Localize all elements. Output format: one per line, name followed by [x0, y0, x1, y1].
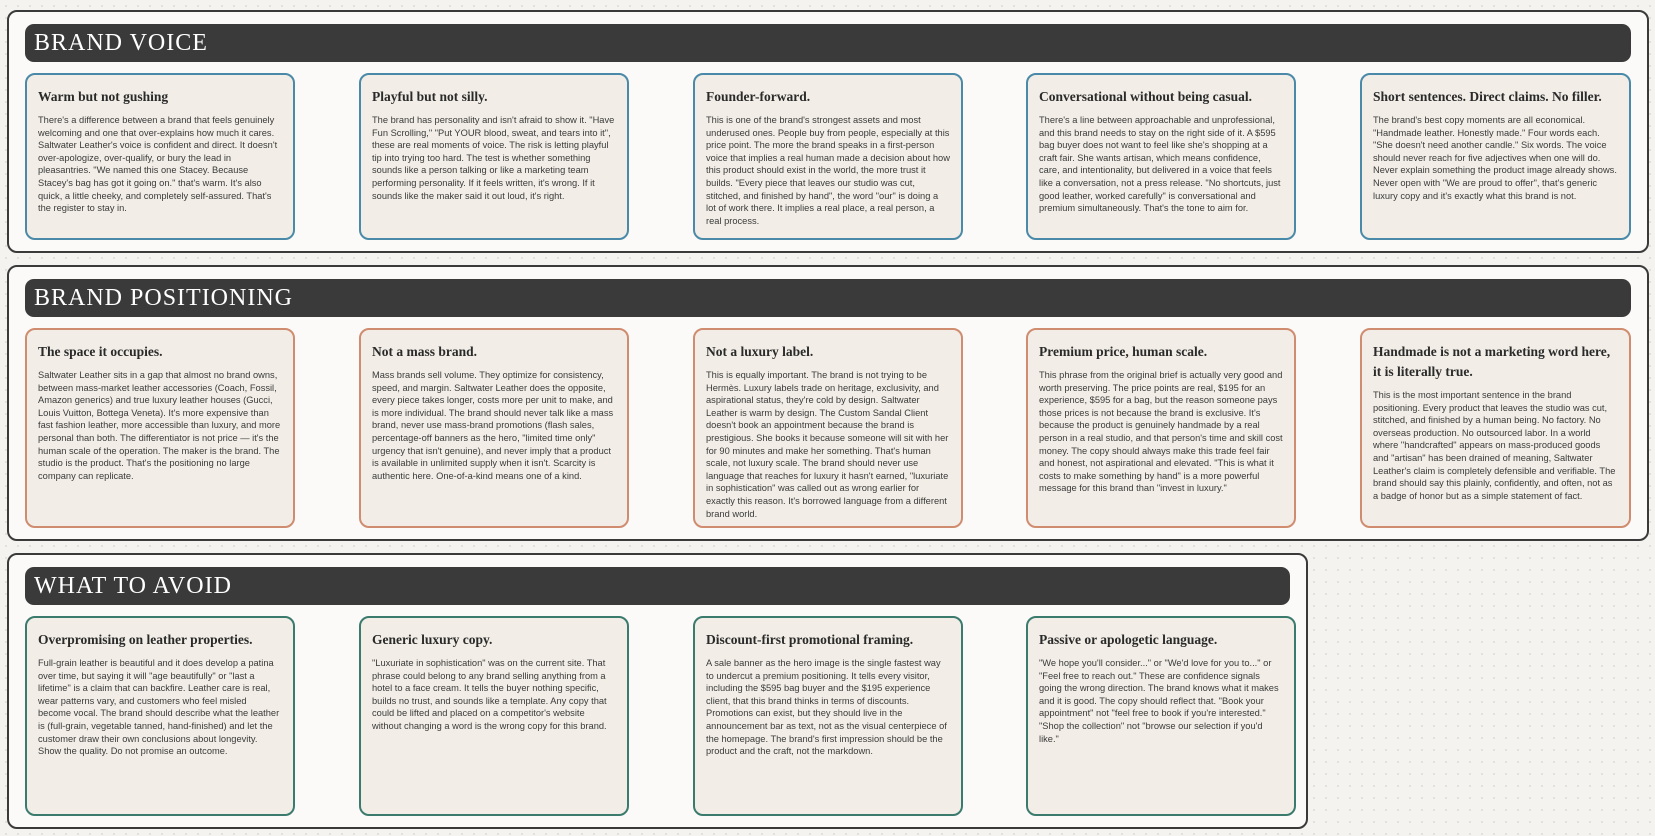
card-passive-language — [1026, 616, 1296, 816]
card-body: Saltwater Leather sits in a gap that almost no brand owns, between mass-market leather accessories (Coach, Fossil, Amazon generics) and true luxury leather houses (Gucci, Louis Vuitton, Bottega Veneta). It's more expensive than fast fashion leather, more accessible than luxury, and more personal than both. The differentiator is not price — it's the human scale of the operation. The maker is the brand. The studio is the product. That's the positioning no large company can replicate. — [38, 370, 281, 481]
card-generic-luxury-copy — [359, 616, 629, 816]
card-title: Premium price, human scale. — [1039, 344, 1208, 359]
card-title: The space it occupies. — [38, 344, 163, 359]
card-body: Mass brands sell volume. They optimize for consistency, speed, and margin. Saltwater Leather does the opposite, every piece takes longer, costs more per unit to make, and is more individual. The brand should never talk like a mass brand, never use mass-brand promotions (flash sales, percentage-off banners as the hero, "limited time only" urgency that isn't genuine), and never imply that a product is available in unlimited supply when it isn't. Scarcity is authentic here. One-of-a-kind means one of a kind. — [372, 370, 614, 481]
card-body: "Luxuriate in sophistication" was on the current site. That phrase could belong to any brand selling anything from a hotel to a face cream. It tells the buyer nothing specific, builds no trust, and sounds like a template. Any copy that could be lifted and placed on a competitor's website without changing a word is the wrong copy for this brand. — [372, 658, 607, 731]
card-body: "We hope you'll consider..." or "We'd love for you to..." or "Feel free to reach out." These are confidence signals going the wrong direction. The brand knows what it makes and it is good. The copy should reflect that. "Book your appointment" not "feel free to book if you're interested." "Shop the collection" not "browse our selection if you'd like." — [1039, 658, 1279, 744]
card-body: This is equally important. The brand is not trying to be Hermès. Luxury labels trade on heritage, exclusivity, and aspirational status, they're cold by design. Saltwater Leather is warm by design. The Custom Sandal Client doesn't book an appointment because the brand is prestigious. She books it because someone will sit with her for 90 minutes and make her something. That's human scale, not luxury scale. The brand should never use language that reaches for luxury it hasn't earned, "luxuriate in sophistication" was called out as wrong earlier for exactly this reason. It's borrowed language from a different brand world. — [706, 370, 949, 519]
card-title: Playful but not silly. — [372, 89, 488, 104]
card-body: The brand has personality and isn't afraid to show it. "Have Fun Scrolling," "Put YOUR blood, sweat, and tears into it", these are real moments of voice. The risk is letting playful tip into trying too hard. The test is whether something sounds like a person talking or like a marketing team performing personality. If it feels written, it's wrong. If it sounds like the maker said it out loud, it's right. — [372, 115, 615, 201]
card-not-a-mass-brand — [359, 328, 629, 528]
section-title: BRAND POSITIONING — [25, 279, 1631, 317]
card-not-a-luxury-label — [693, 328, 963, 528]
card-space-it-occupies — [25, 328, 295, 528]
card-title: Passive or apologetic language. — [1039, 632, 1218, 647]
card-title: Handmade is not a marketing word here, it is literally true. — [1373, 344, 1611, 379]
card-short-sentences — [1360, 73, 1631, 240]
card-title: Warm but not gushing — [38, 89, 169, 104]
card-body: There's a difference between a brand that feels genuinely welcoming and one that over-explains how much it cares. Saltwater Leather's voice is confident and direct. It doesn't over-apologize, over-qualify, or bury the lead in pleasantries. "We named this one Stacey. Because Stacey's bag has got it going on." that's warm. It's also quick, a little cheeky, and completely self-assured. That's the register to stay in. — [38, 115, 278, 214]
card-handmade-is-literal — [1360, 328, 1631, 528]
card-title: Founder-forward. — [706, 89, 811, 104]
section-title: WHAT TO AVOID — [25, 567, 1290, 605]
card-title: Overpromising on leather properties. — [38, 632, 253, 647]
card-premium-price-human-scale — [1026, 328, 1296, 528]
card-playful-but-not-silly — [359, 73, 629, 240]
card-title: Not a mass brand. — [372, 344, 478, 359]
card-title: Short sentences. Direct claims. No filler. — [1373, 89, 1602, 104]
card-body: A sale banner as the hero image is the single fastest way to undercut a premium positioning. It tells every visitor, including the $595 bag buyer and the $195 experience client, that this brand thinks in terms of discounts. Promotions can exist, but they should live in the announcement bar as text, not as the visual centerpiece of the homepage. The brand's first impression should be the product and the craft, not the markdown. — [706, 658, 947, 757]
card-body: This phrase from the original brief is actually very good and worth preserving. The price points are real, $195 for an experience, $595 for a bag, but the reason someone pays those prices is not because the brand is exclusive. It's because the product is genuinely handmade by a real person in a real studio, and that person's time and skill cost money. The copy should always make this trade feel fair and honest, not aspirational and elevated. "This is what it costs to make something by hand" is a more powerful message for this brand than "invest in luxury." — [1039, 370, 1283, 494]
card-title: Discount-first promotional framing. — [706, 632, 914, 647]
section-what-to-avoid — [7, 553, 1308, 829]
card-body: This is the most important sentence in the brand positioning. Every product that leaves the studio was cut, stitched, and finished by a human being. No factory. No overseas production. No outsourced labor. In a world where "handcrafted" appears on mass-produced goods and "artisan" has been drained of meaning, Saltwater Leather's claim is completely defensible and verifiable. The brand should say this plainly, confidently, and often, not as a badge of honor but as a simple statement of fact. — [1373, 390, 1616, 501]
card-title: Not a luxury label. — [706, 344, 814, 359]
card-title: Conversational without being casual. — [1039, 89, 1253, 104]
card-body: Full-grain leather is beautiful and it does develop a patina over time, but saying it will "age beautifully" or "last a lifetime" is a claim that can backfire. Leather care is real, wear patterns vary, and customers who feel misled become vocal. The brand should describe what the leather is (full-grain, vegetable tanned, hand-finished) and let the customer draw their own conclusions about longevity. Show the quality. Do not promise an outcome. — [38, 658, 280, 757]
section-title: BRAND VOICE — [25, 24, 1631, 62]
card-title: Generic luxury copy. — [372, 632, 493, 647]
section-brand-voice — [7, 10, 1649, 253]
card-founder-forward — [693, 73, 963, 240]
card-overpromising — [25, 616, 295, 816]
section-brand-positioning — [7, 265, 1649, 541]
card-body: The brand's best copy moments are all economical. "Handmade leather. Honestly made." Four words each. "She doesn't need another candle." Six words. The voice should never reach for five adjectives when one will do. Never explain something the product image already shows. Never open with "We are proud to offer", that's generic luxury copy and it's exactly what this brand is not. — [1373, 115, 1617, 201]
card-discount-first — [693, 616, 963, 816]
card-conversational — [1026, 73, 1296, 240]
card-warm-but-not-gushing — [25, 73, 295, 240]
card-body: This is one of the brand's strongest assets and most underused ones. People buy from people, especially at this price point. The more the brand speaks in a first-person voice that implies a real human made a decision about how this product should exist in the world, the more trust it builds. "Every piece that leaves our studio was cut, stitched, and finished by hand", the word "our" is doing a lot of work there. It implies a real place, a real person, a real process. — [706, 115, 950, 226]
card-body: There's a line between approachable and unprofessional, and this brand needs to stay on the right side of it. A $595 bag buyer does not want to feel like she's shopping at a craft fair. She wants artisan, which means confidence, care, and intentionality, but delivered in a voice that feels like a conversation, not a press release. "No shortcuts, just good leather, worked carefully" is conversational and premium simultaneously. That's the tone to aim for. — [1039, 115, 1281, 214]
